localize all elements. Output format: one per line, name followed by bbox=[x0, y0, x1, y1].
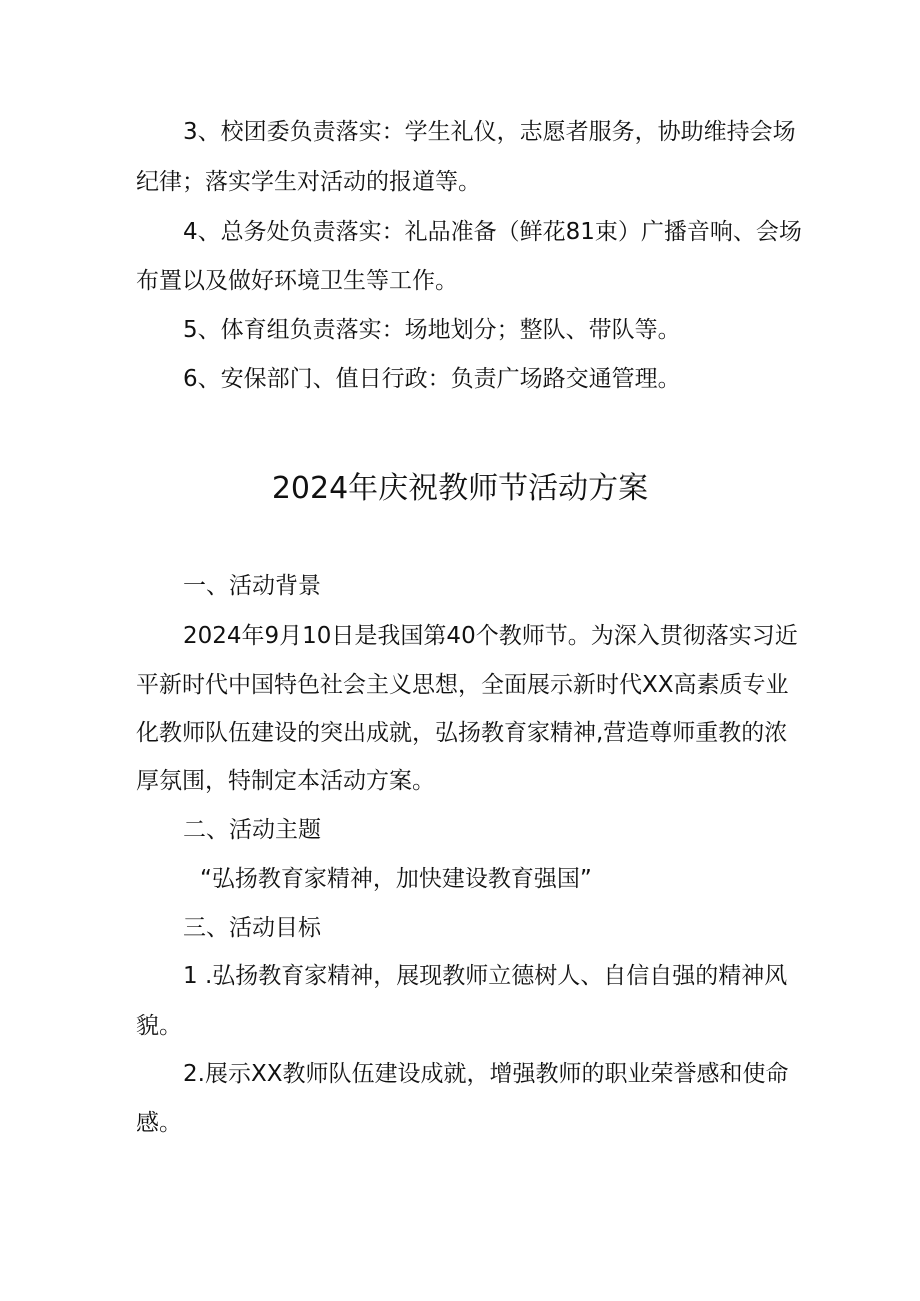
background-para-line-3: 化教师队伍建设的突出成就，弘扬教育家精神,营造尊师重教的浓 bbox=[136, 720, 788, 746]
duty-item-4-line-1: 4、总务处负责落实：礼品准备（鲜花81束）广播音响、会场 bbox=[183, 219, 802, 245]
duty-item-3-line-1: 3、校团委负责落实：学生礼仪，志愿者服务，协助维持会场 bbox=[183, 119, 796, 145]
section-2-heading: 二、活动主题 bbox=[183, 817, 321, 843]
duty-item-3-line-2: 纪律；落实学生对活动的报道等。 bbox=[136, 169, 481, 195]
background-para-line-1: 2024年9月10日是我国第40个教师节。为深入贯彻落实习近 bbox=[183, 623, 798, 649]
goal-2-line-2: 感。 bbox=[136, 1110, 182, 1136]
document-title: 2024年庆祝教师节活动方案 bbox=[271, 471, 649, 506]
duty-item-4-line-2: 布置以及做好环境卫生等工作。 bbox=[136, 268, 458, 294]
background-para-line-2: 平新时代中国特色社会主义思想，全面展示新时代XX高素质专业 bbox=[136, 672, 789, 698]
goal-1-line-1: 1 .弘扬教育家精神，展现教师立德树人、自信自强的精神风 bbox=[183, 963, 788, 989]
goal-2-line-1: 2.展示XX教师队伍建设成就，增强教师的职业荣誉感和使命 bbox=[183, 1061, 789, 1087]
section-3-heading: 三、活动目标 bbox=[183, 915, 321, 941]
background-para-line-4: 厚氛围，特制定本活动方案。 bbox=[136, 768, 435, 794]
goal-1-line-2: 貌。 bbox=[136, 1013, 182, 1039]
theme-slogan: “弘扬教育家精神，加快建设教育强国” bbox=[200, 866, 592, 892]
section-1-heading: 一、活动背景 bbox=[183, 573, 321, 599]
duty-item-5: 5、体育组负责落实：场地划分；整队、带队等。 bbox=[183, 317, 681, 343]
duty-item-6: 6、安保部门、值日行政：负责广场路交通管理。 bbox=[183, 366, 681, 392]
